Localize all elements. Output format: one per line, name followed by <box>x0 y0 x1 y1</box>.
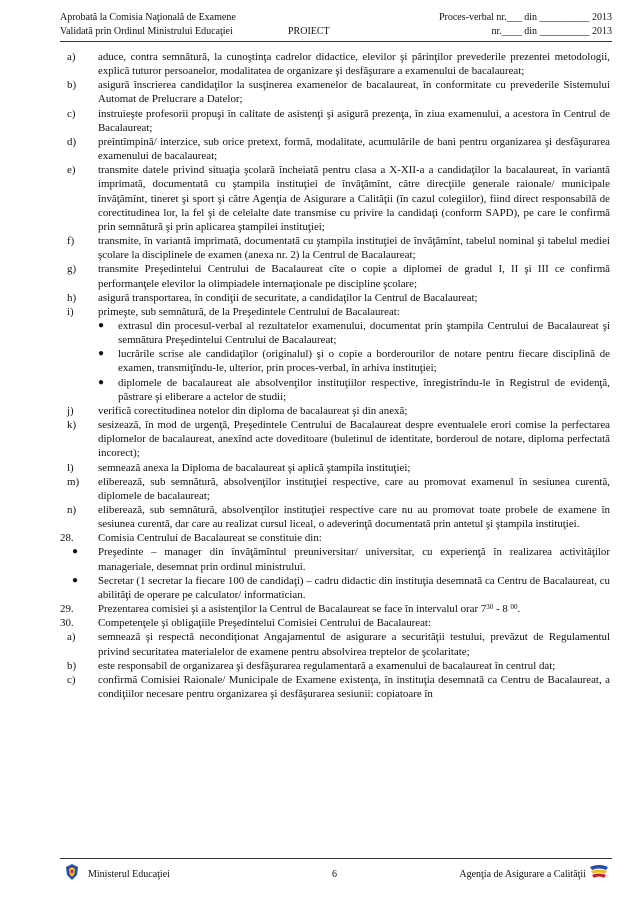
header-minutes-line: Proces-verbal nr.___ din __________ 2013 <box>438 12 612 23</box>
list-item-label: j) <box>67 404 74 417</box>
list-item-label: b) <box>67 79 77 92</box>
list-item-text: semnează anexa la Diploma de bacalaureat şi aplică ştampila instituţiei; <box>98 461 411 474</box>
bullet-item <box>60 376 610 404</box>
paragraph-30 <box>60 616 610 630</box>
list-item-label: l) <box>67 461 74 474</box>
paragraph-29-text: Prezentarea comisiei şi a asistenţilor la Centrul de Bacalaureat se face în intervalul orar 7 <box>98 603 487 616</box>
bullet-icon: ● <box>72 574 79 586</box>
header-validation-line: Validată prin Ordinul Ministrului Educaţiei <box>60 26 233 37</box>
list-item-label: f) <box>67 235 75 248</box>
list-item-label: e) <box>67 164 76 177</box>
time-minutes-start: 30 <box>486 603 494 612</box>
list-item <box>60 630 610 658</box>
list-item-label: c) <box>67 107 76 120</box>
page-number: 6 <box>332 869 337 880</box>
list-item <box>60 305 610 319</box>
page-header <box>60 11 612 42</box>
list-item-text: semnează şi respectă necondiţionat Angajamentul de asigurare a securităţii testului, prevăzut de Regulamentul privind securitatea materialelor de examene pentru absolvirea treptelor de şcolaritate; <box>98 631 610 658</box>
list-item <box>60 475 610 503</box>
list-item-label: b) <box>67 659 77 672</box>
list-item-text: preîntîmpină/ interzice, sub orice pretext, formă, modalitate, acumulările de bani pentru organizarea şi desfăşurarea examenului de bacalaureat; <box>98 135 610 163</box>
paragraph-28-bullets <box>60 545 610 602</box>
list-item <box>60 262 610 290</box>
list-item <box>60 163 610 234</box>
list-item <box>60 503 610 531</box>
list-item <box>60 404 610 418</box>
list-item-text: confirmă Comisiei Raionale/ Municipale de Examene existenţa, în instituţia desemnată ca Centru de Bacalaureat, a condiţiilor necesare pentru organizarea şi desfăşurarea sesiunii: copiatoare în <box>98 673 610 701</box>
list-item <box>60 50 610 78</box>
list-item-text: asigură înscrierea candidaţilor la susţinerea examenelor de bacalaureat, în conformitate cu prevederile Sistemului Automat de Prelucrare a Datelor; <box>98 79 610 106</box>
bullet-icon: ● <box>98 319 105 331</box>
paragraph-number: 30. <box>60 617 74 630</box>
list-item-label: h) <box>67 291 77 304</box>
list-item-label: a) <box>67 631 76 644</box>
header-right <box>439 11 612 39</box>
list-item-label: d) <box>67 135 77 148</box>
list-item-text: asigură transportarea, în condiţii de securitate, a candidaţilor la Centrul de Bacalaureat; <box>98 291 478 304</box>
time-separator: - 8 <box>493 603 511 616</box>
time-minutes-end: 00 <box>510 603 518 612</box>
list-section-i-bullets <box>60 319 610 404</box>
list-item-text: eliberează, sub semnătură, absolvenţilor instituţiei respective care nu au promovat toate probele de examene în sesiunea curentă, dar care au realizat cursul liceal, o adeverinţă documentată prin antetul şi ştampila instituţiei. <box>98 504 610 531</box>
list-item-label: i) <box>67 305 74 318</box>
bullet-icon: ● <box>98 348 105 360</box>
agency-logo-icon <box>588 863 610 881</box>
document-body <box>60 50 610 701</box>
list-item-label: k) <box>67 419 77 432</box>
list-item <box>60 78 610 106</box>
moldova-crest-icon <box>64 863 80 881</box>
bullet-text: lucrările scrise ale candidaţilor (originalul) şi o copie a borderourilor de notare pentru fiecare disciplină de examen, transmiţîndu-le, ulterior, prin proces-verbal, în arhiva instituţiei; <box>118 348 610 375</box>
bullet-icon: ● <box>98 376 105 388</box>
list-item-text: instruieşte profesorii propuşi în calitate de asistenţi şi asigură prezenţa, în ziua examenului, a acestora în Centrul de Bacalaureat; <box>98 107 610 134</box>
list-item-label: n) <box>67 504 77 516</box>
list-item-label: g) <box>67 263 77 276</box>
paragraph-text <box>98 603 520 615</box>
list-item-text: primeşte, sub semnătură, de la Preşedintele Centrului de Bacalaureat: <box>98 305 400 318</box>
paragraph-text: Comisia Centrului de Bacalaureat se constituie din: <box>98 532 322 545</box>
paragraph-text: Competenţele şi obligaţiile Preşedintelui Comisiei Centrului de Bacalaureat: <box>98 617 431 630</box>
footer-ministry: Ministerul Educaţiei <box>88 869 170 880</box>
bullet-item <box>60 319 610 347</box>
list-item-text: este responsabil de organizarea şi desfăşurarea regulamentară a examenului de bacalaureat în centrul dat; <box>98 659 556 672</box>
list-item <box>60 135 610 163</box>
list-item-label: a) <box>67 51 76 63</box>
bullet-item <box>60 545 610 573</box>
list-item-label: c) <box>67 673 76 686</box>
list-item <box>60 234 610 262</box>
list-item-text: verifică corectitudinea notelor din diploma de bacalaureat şi din anexă; <box>98 404 408 417</box>
paragraph-number: 29. <box>60 603 74 616</box>
list-item <box>60 107 610 135</box>
bullet-text: Preşedinte – manager din învăţămîntul preuniversitar/ universitar, cu experienţă în realizarea activităţilor manageriale, desemnat prin ordinul ministrului. <box>98 546 610 573</box>
list-item-text: eliberează, sub semnătură, absolvenţilor instituţiei respective, care au promovat examenul în sesiunea curentă, diplomele de bacalaureat; <box>98 475 610 502</box>
list-item <box>60 673 610 701</box>
bullet-text: diplomele de bacalaureat ale absolvenţilor instituţiilor respective, înregistrîndu-le în Registrul de evidenţă, păstrare şi eliberare a actelor de studii; <box>118 376 610 403</box>
paragraph-28 <box>60 531 610 545</box>
paragraph-29-end: . <box>517 603 521 616</box>
list-item <box>60 659 610 673</box>
header-approval-line: Aprobată la Comisia Naţională de Examene <box>60 12 236 23</box>
bullet-text: Secretar (1 secretar la fiecare 100 de candidaţi) – cadru didactic din instituţia desemnată ca Centru de Bacalaureat, cu abilităţi de operare pe calculator/ informatician. <box>98 574 610 601</box>
list-item-text: transmite, în variantă imprimată, documentată cu ştampila instituţiei de învăţămînt, tabelul nominal şi tabelul mediei şcolare la disciplinele de examen (anexa nr. 2) la Centrul de Bacalaureat; <box>98 235 610 262</box>
header-draft-label: PROIECT <box>288 26 330 37</box>
paragraph-29 <box>60 602 610 616</box>
list-item <box>60 418 610 460</box>
list-section-3 <box>60 630 610 701</box>
list-item-text: sesizează, în mod de urgenţă, Preşedintele Centrului de Bacalaureat despre eventualele erori comise la perfectarea diplomelor de bacalaureat, anexînd acte doveditoare (buletinul de identitate, borderoul de notare, diploma perfectată incorect); <box>98 419 610 460</box>
bullet-item <box>60 574 610 602</box>
list-item <box>60 291 610 305</box>
bullet-text: extrasul din procesul-verbal al rezultatelor examenului, documentat prin ştampila Centrului de Bacalaureat şi semnătura Preşedintelui Centrului de Bacalaureat; <box>118 319 610 347</box>
footer-agency: Agenţia de Asigurare a Calităţii <box>459 869 586 880</box>
list-item-label: m) <box>67 475 80 488</box>
list-section-1 <box>60 50 610 319</box>
header-number-line: nr.____ din __________ 2013 <box>491 26 612 37</box>
paragraph-number: 28. <box>60 532 74 545</box>
list-item-text: transmite Preşedintelui Centrului de Bacalaureat cîte o copie a diplomei de gradul I, II şi III ce confirmă performanţele elevilor la olimpiadele internaţionale pe discipline şcolare; <box>98 263 610 290</box>
list-item <box>60 461 610 475</box>
bullet-item <box>60 347 610 375</box>
page-footer <box>60 858 612 883</box>
list-section-2 <box>60 404 610 531</box>
header-left <box>60 11 236 39</box>
list-item-text: aduce, contra semnătură, la cunoştinţa cadrelor didactice, elevilor şi părinţilor prevederile prezentei metodologii, explică tuturor persoanelor, modalitatea de organizare şi desfăşurare a examenului de bacalaureat; <box>98 51 610 78</box>
list-item-text: transmite datele privind situaţia şcolară încheiată pentru clasa a X-XII-a a candidaţilor la bacalaureat, în variantă imprimată, documentată cu ştampila instituţiei de învăţămînt, către direcţiile generale raionale/ municipale învăţămînt, tineret şi sport şi către Agenţia de Asigurare a Calităţii (în cazul colegiilor), fiind direct responsabilă de corectitudinea lor, la fel şi de celelalte date transmise cu privire la candidaţi (conform SAPD), pe care le confirmă prin semnătură şi prin aplicarea ştampilei instituţiei; <box>98 164 610 233</box>
bullet-icon: ● <box>72 546 79 558</box>
